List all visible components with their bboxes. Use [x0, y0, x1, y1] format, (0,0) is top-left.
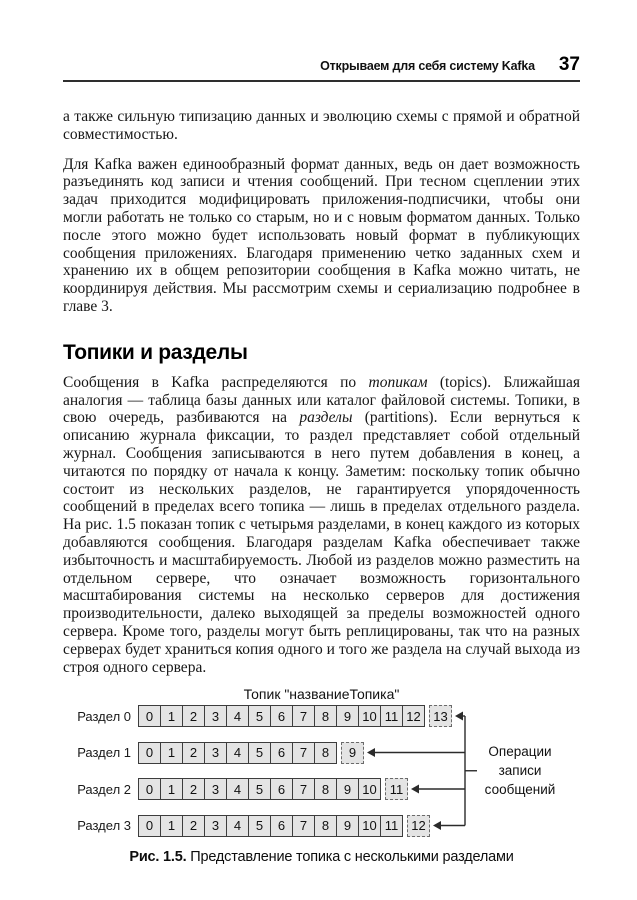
message-offset-cell: 5 [248, 742, 271, 764]
running-header-title: Открываем для себя систему Kafka [320, 59, 535, 73]
message-offset-cell: 5 [248, 778, 271, 800]
message-offset-cell: 0 [138, 778, 161, 800]
message-offset-cell: 9 [336, 815, 359, 837]
message-offset-cell: 1 [160, 742, 183, 764]
message-offset-cell: 9 [336, 705, 359, 727]
message-offset-cell: 5 [248, 705, 271, 727]
partition-row [63, 815, 430, 837]
partition-label: Раздел 2 [77, 781, 131, 797]
message-offset-cell: 8 [314, 815, 337, 837]
figure-caption [63, 849, 580, 865]
message-offset-cell: 4 [226, 778, 249, 800]
message-offset-cell: 6 [270, 815, 293, 837]
next-write-offset-cell: 11 [385, 778, 408, 800]
message-offset-cell: 3 [204, 742, 227, 764]
message-offset-cell: 8 [314, 742, 337, 764]
message-offset-cell: 3 [204, 778, 227, 800]
message-offset-cell: 7 [292, 742, 315, 764]
message-offset-cell: 11 [380, 705, 403, 727]
message-offset-cell: 6 [270, 705, 293, 727]
message-offset-cell: 9 [336, 778, 359, 800]
paragraph-data-format: Для Kafka важен единообразный формат данных, ведь он дает возможность разъединять код записи и чтения сообщений. При тесном сцеплении этих задач приходится модифицировать приложения-подписчики, чтобы они могли работать не только со старым, но и с новым форматом данных. Только после этого можно будет использовать новый формат в публикующих сообщения приложениях. Благодаря применению четко заданных схем и хранению их в общем репозитории сообщения в Kafka можно читать, не координируя действия. Мы рассмотрим схемы и сериализацию подробнее в главе 3. [63, 155, 580, 315]
next-write-offset-cell: 12 [407, 815, 430, 837]
message-offset-cell: 4 [226, 742, 249, 764]
message-offset-cell: 11 [380, 815, 403, 837]
message-offset-cell: 5 [248, 815, 271, 837]
message-offset-cell: 8 [314, 778, 337, 800]
partition-label: Раздел 1 [77, 745, 131, 761]
message-offset-cell: 10 [358, 705, 381, 727]
next-write-offset-cell: 13 [429, 705, 452, 727]
paragraph-topics-partitions: Сообщения в Kafka распределяются по топикам (topics). Ближайшая аналогия — таблица базы данных или каталог файловой системы. Топики, в свою очередь, разбиваются на разделы (partitions). Если вернуться к описанию журнала фиксации, то раздел представляет собой отдельный журнал. Сообщения записываются в него путем добавления в конец, а читаются по порядку от начала к концу. Заметим: поскольку топик обычно состоит из нескольких разделов, не гарантируется упорядоченность сообщений в пределах всего топика — лишь в пределах отдельного раздела. На рис. 1.5 показан топик с четырьмя разделами, в конец каждого из которых добавляются сообщения. Благодаря разделам Kafka обеспечивает также избыточность и масштабируемость. Любой из разделов можно разместить на отдельном сервере, что означает возможность горизонтального масштабирования системы на несколько серверов для достижения производительности, далеко выходящей за пределы возможностей одного сервера. Кроме того, разделы могут быть реплицированы, так что на разных серверах будет храниться копия одного и того же раздела на случай выхода из строя одного сервера. [63, 373, 580, 676]
message-offset-cell: 1 [160, 778, 183, 800]
write-operations-label: Операции записи сообщений [484, 744, 556, 798]
message-offset-cell: 3 [204, 705, 227, 727]
message-offset-cell: 10 [358, 815, 381, 837]
message-offset-cell: 6 [270, 742, 293, 764]
partition-row [63, 742, 364, 764]
message-offset-cell: 8 [314, 705, 337, 727]
section-heading-topics-partitions: Топики и разделы [63, 340, 248, 364]
message-offset-cell: 6 [270, 778, 293, 800]
partition-row [63, 778, 408, 800]
partition-label: Раздел 0 [77, 708, 131, 724]
message-offset-cell: 0 [138, 742, 161, 764]
page-number: 37 [558, 54, 580, 75]
message-offset-cell: 2 [182, 742, 205, 764]
figure-caption-number: Рис. 1.5. [129, 849, 187, 866]
figure-topic-title: Топик "названиеТопика" [243, 686, 400, 703]
figure-caption-text: Представление топика с несколькими разделами [190, 849, 514, 866]
message-offset-cell: 12 [402, 705, 425, 727]
message-offset-cell: 2 [182, 778, 205, 800]
partition-label: Раздел 3 [77, 818, 131, 834]
message-offset-cell: 2 [182, 705, 205, 727]
message-offset-cell: 4 [226, 815, 249, 837]
message-offset-cell: 7 [292, 778, 315, 800]
message-offset-cell: 10 [358, 778, 381, 800]
message-offset-cell: 7 [292, 815, 315, 837]
message-offset-cell: 2 [182, 815, 205, 837]
figure-topic-partitions [63, 686, 580, 865]
partition-diagram [63, 703, 580, 838]
next-write-offset-cell: 9 [341, 742, 364, 764]
partition-row [63, 705, 452, 727]
message-offset-cell: 0 [138, 705, 161, 727]
message-offset-cell: 3 [204, 815, 227, 837]
message-offset-cell: 0 [138, 815, 161, 837]
running-header [63, 55, 580, 82]
message-offset-cell: 1 [160, 705, 183, 727]
message-offset-cell: 4 [226, 705, 249, 727]
message-offset-cell: 7 [292, 705, 315, 727]
paragraph-schema-typing: а также сильную типизацию данных и эволюцию схемы с прямой и обратной совместимостью. [63, 108, 580, 143]
message-offset-cell: 1 [160, 815, 183, 837]
